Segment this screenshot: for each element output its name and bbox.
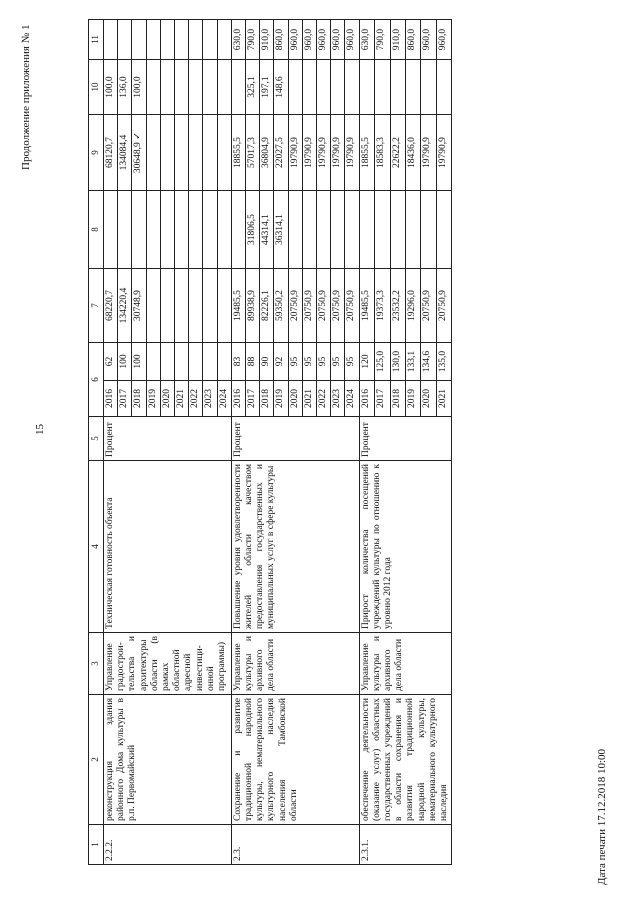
- value-cell: 82226,1: [260, 269, 274, 343]
- value-cell: 19790,9: [317, 115, 331, 191]
- year-cell: 2019: [274, 381, 288, 417]
- row-name: реконструкция здания районного Дома культуры в р.п. Первомайский: [104, 695, 232, 825]
- value-cell: 19296,0: [405, 269, 420, 343]
- value-cell: 860,0: [274, 20, 288, 60]
- value-cell: 960,0: [331, 20, 345, 60]
- row-name: обеспечение деятельности (оказание услуг) областных государственных учреждений в области сохранения и развития традиционной народной культуры, нематериального культурного наследия: [359, 695, 452, 825]
- row-executor: Управление культуры и архивного дела области: [231, 633, 359, 695]
- value-cell: 95: [288, 343, 302, 381]
- year-cell: 2019: [146, 381, 160, 417]
- row-indicator: Повышение уровня удовлетворенности жителей области качеством предоставления государственных и муниципальных услуг в сфере культуры: [231, 461, 359, 633]
- value-cell: [189, 269, 203, 343]
- value-cell: 20750,9: [302, 269, 316, 343]
- value-cell: 20750,9: [421, 269, 436, 343]
- value-cell: [104, 191, 118, 269]
- value-cell: 148,6: [274, 60, 288, 115]
- value-cell: 57017,3: [246, 115, 260, 191]
- value-cell: 960,0: [345, 20, 359, 60]
- value-cell: 92: [274, 343, 288, 381]
- value-cell: [405, 60, 420, 115]
- year-cell: 2021: [302, 381, 316, 417]
- value-cell: 19790,9: [302, 115, 316, 191]
- value-cell: 125,0: [375, 343, 390, 381]
- row-unit: Процент: [104, 417, 232, 461]
- value-cell: 960,0: [436, 20, 451, 60]
- value-cell: 88: [246, 343, 260, 381]
- value-cell: [189, 115, 203, 191]
- year-cell: 2017: [118, 381, 132, 417]
- value-cell: 100,0: [104, 60, 118, 115]
- value-cell: [160, 115, 174, 191]
- value-cell: [175, 115, 189, 191]
- value-cell: 20750,9: [317, 269, 331, 343]
- row-indicator: Прирост количества посещений учреждений культуры по отношению к уровню 2012 года: [359, 461, 452, 633]
- value-cell: [203, 20, 217, 60]
- value-cell: [217, 20, 231, 60]
- column-header: 1: [89, 825, 104, 865]
- value-cell: [146, 20, 160, 60]
- value-cell: 59350,2: [274, 269, 288, 343]
- value-cell: [317, 191, 331, 269]
- value-cell: 18855,5: [231, 115, 245, 191]
- value-cell: 960,0: [302, 20, 316, 60]
- value-cell: 136,0: [118, 60, 132, 115]
- value-cell: 30748,9: [132, 269, 146, 343]
- value-cell: [302, 60, 316, 115]
- value-cell: [231, 191, 245, 269]
- year-cell: 2020: [421, 381, 436, 417]
- row-code: 2.3.1.: [359, 825, 452, 865]
- table-row: [104, 20, 118, 865]
- value-cell: [118, 20, 132, 60]
- value-cell: [390, 191, 405, 269]
- value-cell: [217, 269, 231, 343]
- column-header: 2: [89, 695, 104, 825]
- table-row: [359, 20, 374, 865]
- value-cell: 134084,4: [118, 115, 132, 191]
- value-cell: 630,0: [231, 20, 245, 60]
- value-cell: 134220,4: [118, 269, 132, 343]
- year-cell: 2023: [203, 381, 217, 417]
- value-cell: [203, 115, 217, 191]
- value-cell: 22622,2: [390, 115, 405, 191]
- year-cell: 2018: [132, 381, 146, 417]
- value-cell: 68220,7: [104, 269, 118, 343]
- value-cell: 36804,9: [260, 115, 274, 191]
- column-header: 6: [89, 343, 104, 417]
- value-cell: [436, 191, 451, 269]
- value-cell: 19485,5: [359, 269, 374, 343]
- program-table: [88, 19, 452, 865]
- value-cell: [203, 343, 217, 381]
- value-cell: 100,0: [132, 60, 146, 115]
- value-cell: [317, 60, 331, 115]
- value-cell: 36314,1: [274, 191, 288, 269]
- page-number: 15: [34, 424, 46, 435]
- value-cell: [189, 191, 203, 269]
- value-cell: 18855,5: [359, 115, 374, 191]
- value-cell: [160, 20, 174, 60]
- value-cell: [175, 20, 189, 60]
- value-cell: [375, 191, 390, 269]
- row-indicator: Техническая готовность объекта: [104, 461, 232, 633]
- value-cell: 325,1: [246, 60, 260, 115]
- year-cell: 2024: [345, 381, 359, 417]
- value-cell: [175, 191, 189, 269]
- value-cell: [217, 343, 231, 381]
- value-cell: 30648,9 ✓: [132, 115, 146, 191]
- value-cell: [375, 60, 390, 115]
- year-cell: 2020: [160, 381, 174, 417]
- column-header: 9: [89, 115, 104, 191]
- value-cell: [436, 60, 451, 115]
- value-cell: 22027,5: [274, 115, 288, 191]
- value-cell: 860,0: [405, 20, 420, 60]
- year-cell: 2022: [317, 381, 331, 417]
- header-row: [89, 20, 104, 865]
- value-cell: 19790,9: [345, 115, 359, 191]
- value-cell: [203, 269, 217, 343]
- value-cell: 100: [132, 343, 146, 381]
- column-header: 7: [89, 269, 104, 343]
- row-code: 2.2.2.: [104, 825, 232, 865]
- column-header: 8: [89, 191, 104, 269]
- column-header: 5: [89, 417, 104, 461]
- value-cell: 960,0: [317, 20, 331, 60]
- value-cell: [421, 60, 436, 115]
- value-cell: [288, 60, 302, 115]
- row-executor: Управление культуры и архивного дела области: [359, 633, 452, 695]
- value-cell: 19790,9: [421, 115, 436, 191]
- value-cell: 95: [317, 343, 331, 381]
- year-cell: 2021: [436, 381, 451, 417]
- year-cell: 2018: [390, 381, 405, 417]
- year-cell: 2024: [217, 381, 231, 417]
- value-cell: [146, 115, 160, 191]
- value-cell: [359, 191, 374, 269]
- value-cell: 133,1: [405, 343, 420, 381]
- print-date: Дата печати 17.12.2018 10:00: [596, 748, 608, 885]
- value-cell: [217, 115, 231, 191]
- value-cell: 135,0: [436, 343, 451, 381]
- value-cell: 19790,9: [436, 115, 451, 191]
- year-cell: 2019: [405, 381, 420, 417]
- value-cell: [175, 269, 189, 343]
- value-cell: 44314,1: [260, 191, 274, 269]
- value-cell: 89938,9: [246, 269, 260, 343]
- value-cell: [217, 60, 231, 115]
- value-cell: [132, 20, 146, 60]
- column-header: 11: [89, 20, 104, 60]
- column-header: 3: [89, 633, 104, 695]
- value-cell: 20750,9: [436, 269, 451, 343]
- value-cell: 20750,9: [345, 269, 359, 343]
- value-cell: [203, 60, 217, 115]
- value-cell: 630,0: [359, 20, 374, 60]
- value-cell: 100: [118, 343, 132, 381]
- year-cell: 2018: [260, 381, 274, 417]
- value-cell: 19373,3: [375, 269, 390, 343]
- value-cell: 20750,9: [288, 269, 302, 343]
- value-cell: [146, 191, 160, 269]
- value-cell: [302, 191, 316, 269]
- year-cell: 2017: [246, 381, 260, 417]
- value-cell: [189, 20, 203, 60]
- row-unit: Процент: [359, 417, 452, 461]
- column-header: 10: [89, 60, 104, 115]
- value-cell: 23532,2: [390, 269, 405, 343]
- value-cell: [288, 191, 302, 269]
- row-code: 2.3.: [231, 825, 359, 865]
- value-cell: 18583,3: [375, 115, 390, 191]
- value-cell: 62: [104, 343, 118, 381]
- value-cell: [146, 269, 160, 343]
- value-cell: [405, 191, 420, 269]
- value-cell: 95: [302, 343, 316, 381]
- value-cell: [345, 60, 359, 115]
- year-cell: 2023: [331, 381, 345, 417]
- value-cell: [160, 269, 174, 343]
- year-cell: 2021: [175, 381, 189, 417]
- value-cell: 197,1: [260, 60, 274, 115]
- value-cell: [146, 60, 160, 115]
- row-unit: Процент: [231, 417, 359, 461]
- value-cell: [331, 60, 345, 115]
- year-cell: 2016: [359, 381, 374, 417]
- value-cell: [160, 191, 174, 269]
- year-cell: 2016: [104, 381, 118, 417]
- value-cell: 134,6: [421, 343, 436, 381]
- value-cell: 19790,9: [288, 115, 302, 191]
- value-cell: [160, 60, 174, 115]
- year-cell: 2017: [375, 381, 390, 417]
- appendix-caption: Продолжение приложения № 1: [20, 24, 32, 170]
- value-cell: 20750,9: [331, 269, 345, 343]
- value-cell: 120: [359, 343, 374, 381]
- value-cell: [146, 343, 160, 381]
- value-cell: 910,0: [260, 20, 274, 60]
- value-cell: [104, 20, 118, 60]
- value-cell: 960,0: [288, 20, 302, 60]
- row-name: Сохранение и развитие традиционной народной культуры, нематериального культурного наследия населения Тамбовской области: [231, 695, 359, 825]
- value-cell: 19485,5: [231, 269, 245, 343]
- value-cell: 18436,0: [405, 115, 420, 191]
- value-cell: [175, 60, 189, 115]
- value-cell: [359, 60, 374, 115]
- value-cell: [421, 191, 436, 269]
- value-cell: [217, 191, 231, 269]
- value-cell: 790,0: [246, 20, 260, 60]
- value-cell: 83: [231, 343, 245, 381]
- year-cell: 2022: [189, 381, 203, 417]
- value-cell: [203, 191, 217, 269]
- value-cell: 790,0: [375, 20, 390, 60]
- row-executor: Управление градострои-тельства и архитектуры области (в рамках областной адресной инвестици-онной программы): [104, 633, 232, 695]
- value-cell: [189, 343, 203, 381]
- value-cell: 95: [331, 343, 345, 381]
- year-cell: 2020: [288, 381, 302, 417]
- value-cell: 68120,7: [104, 115, 118, 191]
- table-row: [231, 20, 245, 865]
- table-body: [104, 20, 452, 865]
- value-cell: 19790,9: [331, 115, 345, 191]
- value-cell: [189, 60, 203, 115]
- value-cell: 90: [260, 343, 274, 381]
- column-header: 4: [89, 461, 104, 633]
- value-cell: [160, 343, 174, 381]
- value-cell: [175, 343, 189, 381]
- value-cell: 95: [345, 343, 359, 381]
- value-cell: [345, 191, 359, 269]
- value-cell: [231, 60, 245, 115]
- value-cell: [331, 191, 345, 269]
- value-cell: 31806,5: [246, 191, 260, 269]
- value-cell: 910,0: [390, 20, 405, 60]
- value-cell: [132, 191, 146, 269]
- value-cell: 960,0: [421, 20, 436, 60]
- year-cell: 2016: [231, 381, 245, 417]
- value-cell: 130,0: [390, 343, 405, 381]
- value-cell: [390, 60, 405, 115]
- value-cell: [118, 191, 132, 269]
